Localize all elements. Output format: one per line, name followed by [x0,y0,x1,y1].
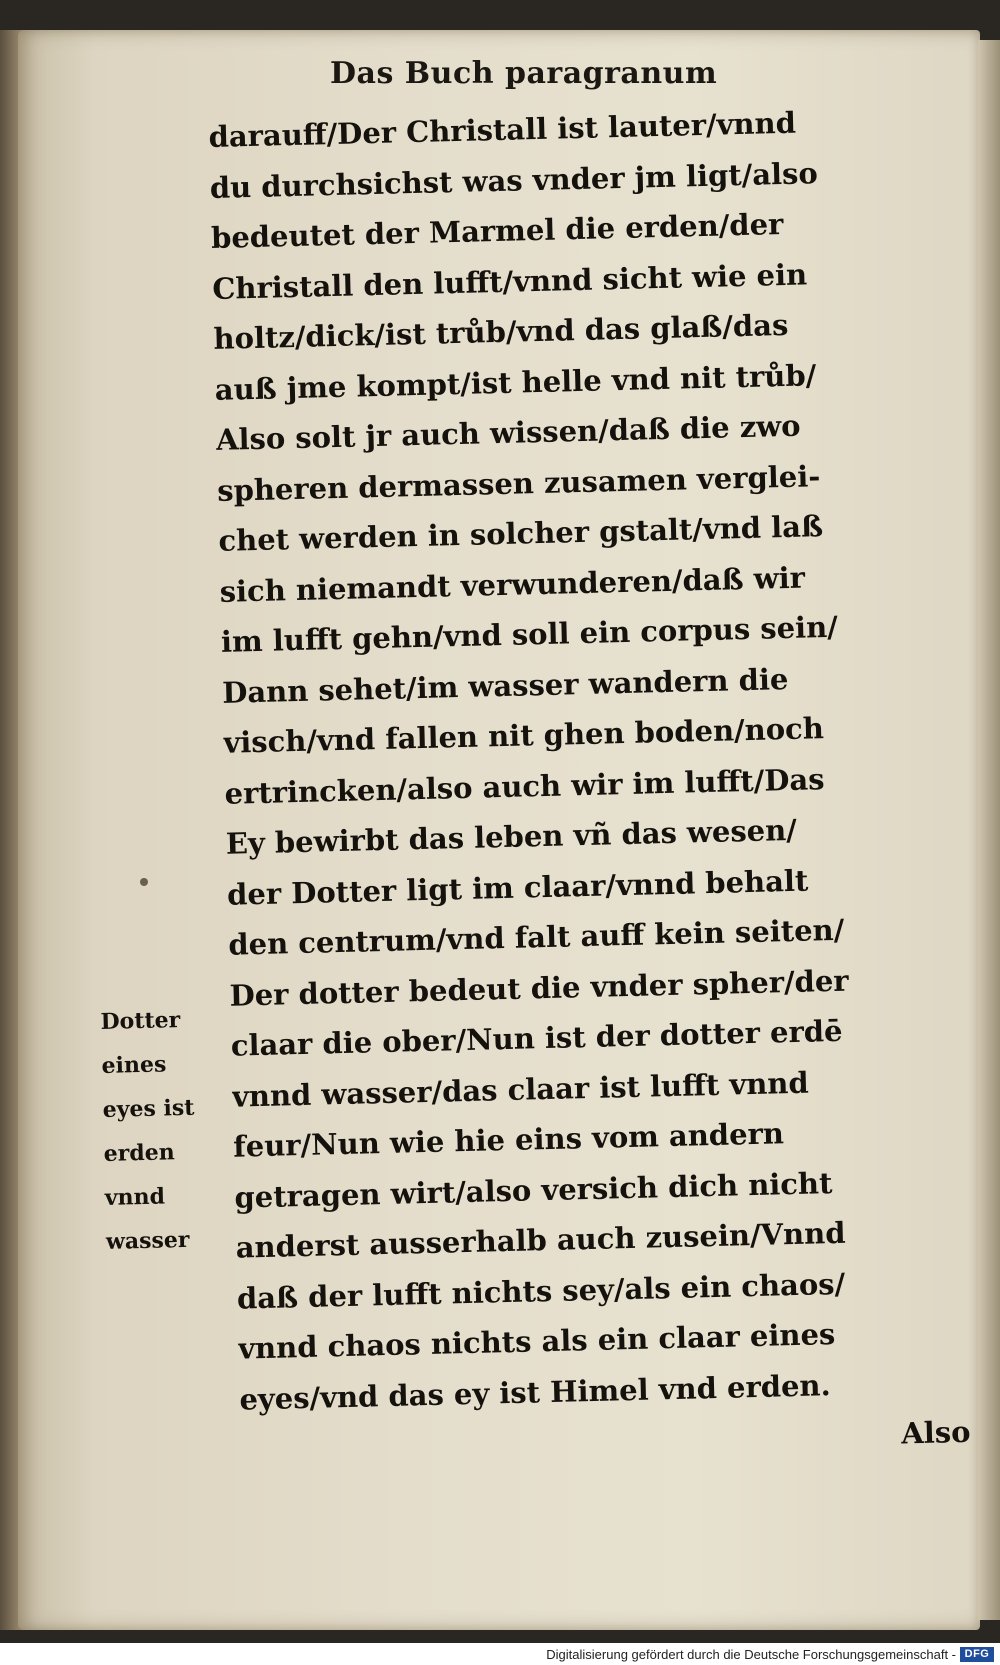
dfg-logo: DFG [960,1647,994,1662]
text-line: spheren dermassen zusamen verglei- [216,458,821,508]
body-text [208,94,981,1475]
funding-credit: Digitalisierung gefördert durch die Deutsche Forschungsgemeinschaft - [546,1647,956,1662]
text-line: Ey bewirbt das leben vñ das wesen/ [225,812,798,861]
text-line: darauff/Der Christall ist lauter/vnnd [208,105,797,154]
marginal-note-line: eyes ist [102,1094,195,1123]
text-line: Der dotter bedeut die vnder spher/der [229,963,849,1013]
text-line: sich niemandt verwunderen/daß wir [219,560,806,609]
text-line: claar die ober/Nun ist der dotter erdē [230,1013,843,1063]
text-line: holtz/dick/ist trůb/vnd das glaß/das [213,307,789,356]
text-line: getragen wirt/also versich dich nicht [234,1165,833,1215]
text-line: eyes/vnd das ey ist Himel vnd erden. [239,1367,832,1417]
marginal-note-line: Dotter [100,1007,181,1035]
text-line: ertrincken/also auch wir im lufft/Das [224,761,825,811]
text-line: du durchsichst was vnder jm ligt/also [209,155,819,205]
catchword: Also [900,1414,971,1451]
marginal-note-line: wasser [105,1226,190,1255]
text-line: bedeutet der Marmel die erden/der [210,206,784,255]
marginal-note [100,997,226,1264]
paper-speck [140,878,148,886]
text-line: daß der lufft nichts sey/als ein chaos/ [236,1266,846,1316]
running-head: Das Buch paragranum [330,56,718,91]
text-line: Dann sehet/im wasser wandern die [221,661,789,710]
marginal-note-line: vnnd [104,1183,166,1211]
marginal-note-line: eines [101,1051,167,1079]
text-line: den centrum/vnd falt auff kein seiten/ [227,912,845,962]
footer-bar [0,1643,1000,1665]
text-line: im lufft gehn/vnd soll ein corpus sein/ [220,609,839,659]
text-line: chet werden in solcher gstalt/vnd laß [218,509,824,558]
text-line: Also solt jr auch wissen/daß die zwo [215,408,801,457]
marginal-note-line: erden [103,1139,176,1167]
text-line: vnnd chaos nichts als ein claar eines [237,1317,836,1366]
text-line: anderst ausserhalb auch zusein/Vnnd [235,1215,846,1265]
text-line: der Dotter ligt im claar/vnnd behalt [226,863,809,912]
page-fore-edge [978,40,1000,1620]
text-line: vnnd wasser/das claar ist lufft vnnd [231,1065,810,1114]
text-line: Christall den lufft/vnnd sicht wie ein [211,256,808,306]
text-line: feur/Nun wie hie eins vom andern [232,1116,785,1164]
text-line: visch/vnd fallen nit ghen boden/noch [223,711,825,760]
text-line: auß jme kompt/ist helle vnd nit trůb/ [214,357,817,407]
